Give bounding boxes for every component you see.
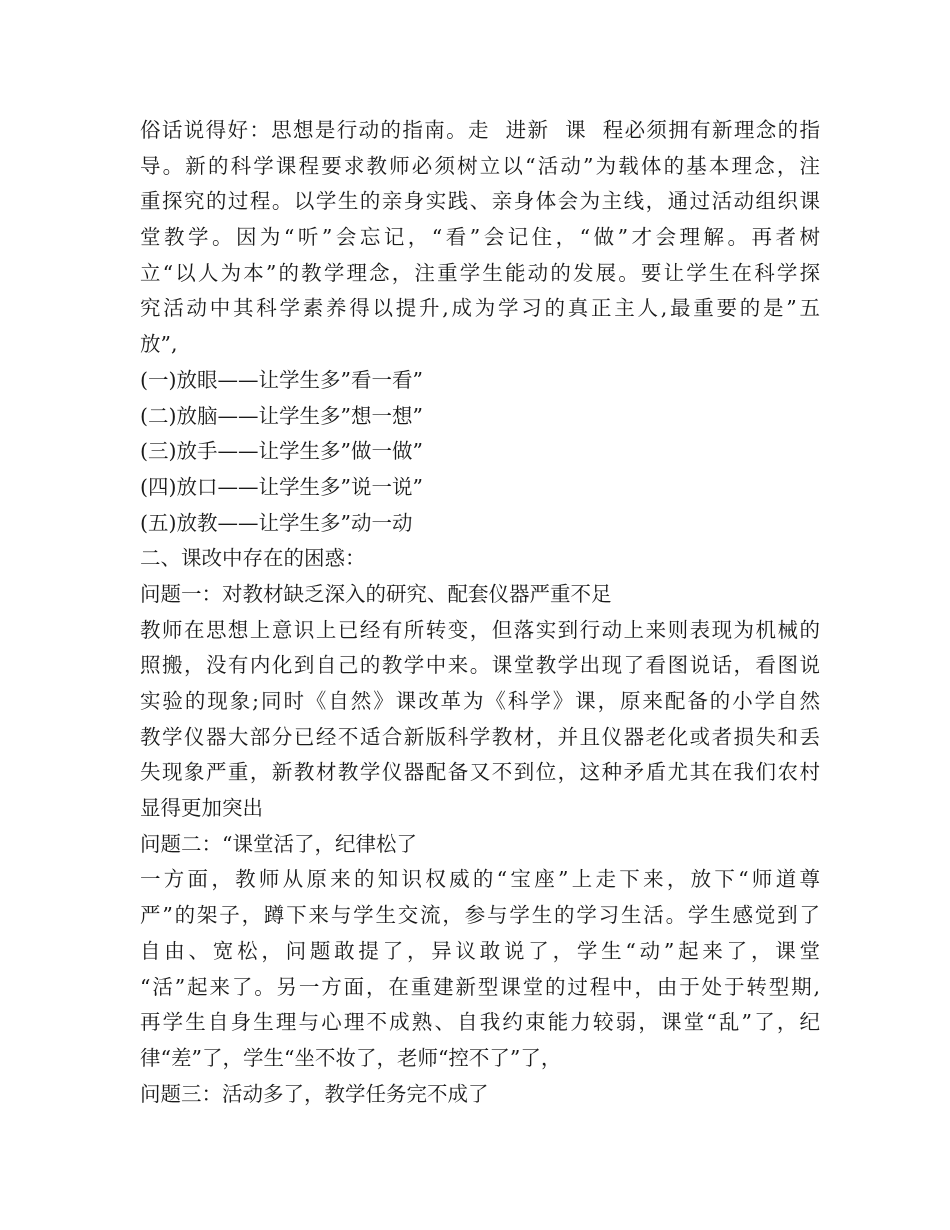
text-line: 再学生自身生理与心理不成熟、自我约束能力较弱，课堂“乱”了，纪 [140,1010,820,1035]
list-item: (五)放教——让学生多”动一动 [140,510,413,535]
text-line: 究活动中其科学素养得以提升,成为学习的真正主人,最重要的是”五 [140,296,820,321]
list-item: (二)放脑——让学生多”想一想” [140,403,423,428]
problem-title: 问题二：“课堂活了，纪律松了 [140,831,417,856]
text-line: 俗话说得好：思想是行动的指南。走 进新 课 程必须拥有新理念的指 [140,118,820,142]
problem-2 [140,827,820,1077]
text-line: 实验的现象;同时《自然》课改革为《科学》课，原来配备的小学自然 [140,689,820,713]
text-line: 照搬，没有内化到自己的教学中来。课堂教学出现了看图说话，看图说 [140,653,820,678]
text-line: 立“以人为本”的教学理念，注重学生能动的发展。要让学生在科学探 [140,260,820,285]
text-line: 教学仪器大部分已经不适合新版科学教材，并且仪器老化或者损失和丢 [140,724,820,749]
text-line: 导。新的科学课程要求教师必须树立以“活动”为载体的基本理念，注 [140,153,820,178]
text-line: 严”的架子，蹲下来与学生交流，参与学生的学习生活。学生感觉到了 [140,903,820,928]
problem-1 [140,577,820,827]
list-item: (一)放眼——让学生多”看一看” [140,367,423,392]
list-item: (三)放手——让学生多”做一做” [140,439,423,464]
section-heading: 二、课改中存在的困惑： [140,546,366,571]
text-line: “活”起来了。另一方面，在重建新型课堂的过程中，由于处于转型期, [140,974,820,999]
problem-title: 问题三：活动多了，教学任务完不成了 [140,1081,489,1106]
text-line: 自由、宽松，问题敢提了，异议敢说了，学生“动”起来了，课堂 [140,938,820,963]
text-line: 放”, [140,332,178,357]
problem-title: 问题一：对教材缺乏深入的研究、配套仪器严重不足 [140,581,612,606]
five-release-list [140,363,820,541]
text-line: 堂教学。因为“听”会忘记，“看”会记住，“做”才会理解。再者树 [140,225,820,250]
text-line: 律“差”了，学生“坐不妆了，老师“控不了”了， [140,1045,562,1070]
intro-paragraph [140,113,820,363]
text-line: 教师在思想上意识上已经有所转变，但落实到行动上来则表现为机械的 [140,617,820,642]
list-item: (四)放口——让学生多”说一说” [140,474,423,499]
text-line: 重探究的过程。以学生的亲身实践、亲身体会为主线，通过活动组织课 [140,189,820,214]
problem-3 [140,1077,820,1113]
text-line: 失现象严重，新教材教学仪器配备又不到位，这种矛盾尤其在我们农村 [140,760,820,785]
document-body [140,113,820,1112]
text-line: 显得更加突出 [140,796,263,821]
text-line: 一方面，教师从原来的知识权威的“宝座”上走下来，放下“师道尊 [140,867,820,892]
